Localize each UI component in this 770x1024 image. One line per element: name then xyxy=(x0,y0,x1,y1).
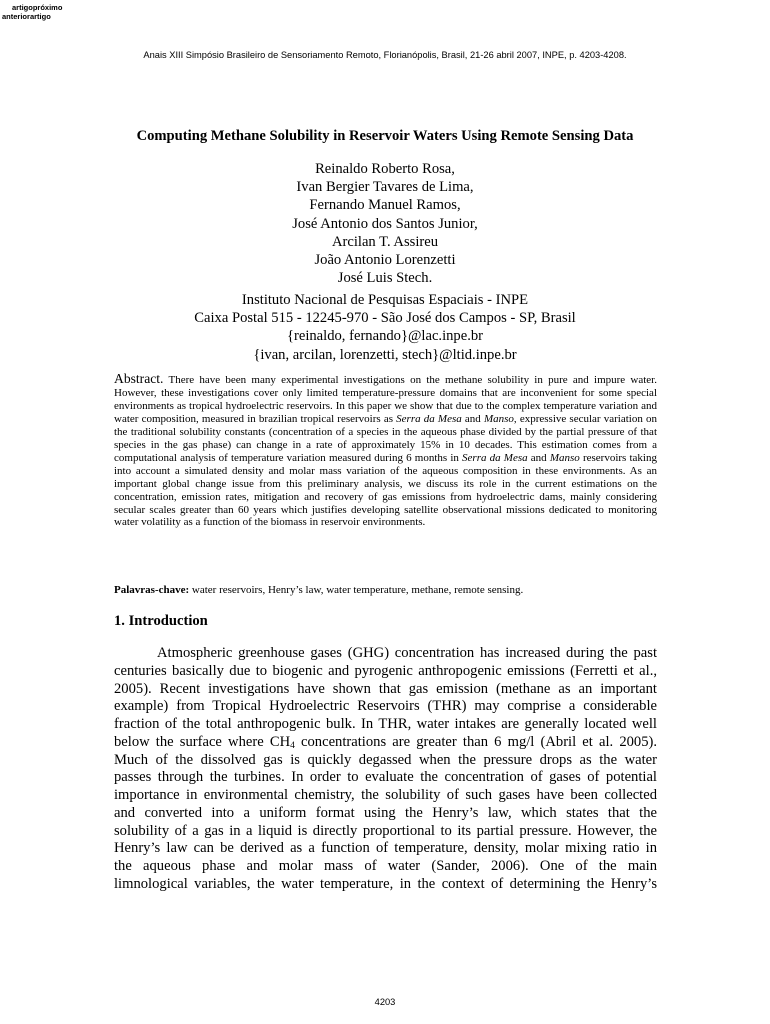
keywords-text: water reservoirs, Henry’s law, water temperature, methane, remote sensing. xyxy=(189,584,524,596)
institution: Instituto Nacional de Pesquisas Espaciais - INPE xyxy=(241,292,529,308)
keywords xyxy=(114,583,657,597)
page-number: 4203 xyxy=(374,997,396,1007)
navigation-links xyxy=(2,3,62,21)
body-line: limnological variables, the water temperature, in the context of determining the Henry’s xyxy=(114,875,657,892)
nav-row-bottom xyxy=(2,12,62,21)
body-line: importance in environmental chemistry, the solubility of such gases have been collected xyxy=(114,787,657,803)
abstract xyxy=(114,373,657,529)
email: {reinaldo, fernando}@lac.inpe.br xyxy=(286,328,483,345)
body-line: passes through the turbines. In order to evaluate the concentration of gases of potential xyxy=(114,769,657,786)
section-heading: 1. Introduction xyxy=(114,613,208,629)
body-line-ch4 xyxy=(114,734,657,752)
abstract-text: , expressive secular variation on the traditional solubility constants (concentration of a species in the aqueous phase divided by the partial pressure of that species in the gas phase) can change in a rate of approximately 15% in 10 decades. This estimation comes from a computational analysis of temperature variation measured during 6 months in xyxy=(114,412,657,464)
body-text: below the surface where CH xyxy=(114,733,291,750)
next-article-link-bottom[interactable]: próximo xyxy=(32,3,63,12)
abstract-emphasis: Serra da Mesa xyxy=(462,451,528,464)
running-header: Anais XIII Simpósio Brasileiro de Sensoriamento Remoto, Florianópolis, Brasil, 21-26 abril 2007, INPE, p. 4203-4208. xyxy=(143,50,627,60)
abstract-text: There have been many experimental investigations on the methane solubility in pure and impure water. However, these investigations cover only limited temperature-pressure domains that are inconvenient for some special environments as tropical hydroelectric reservoirs. In this paper we show that due to the complex temperature variation and water composition, measured in brazilian tropical reservoirs as xyxy=(114,374,657,425)
author: Arcilan T. Assireu xyxy=(331,233,439,250)
body-line: Much of the dissolved gas is quickly degassed when the pressure drops as the water xyxy=(114,751,657,768)
abstract-text: and xyxy=(461,412,484,425)
body-line: example) from Tropical Hydroelectric Reservoirs (THR) may comprise a considerable xyxy=(114,698,657,715)
body-line: centuries basically due to biogenic and pyrogenic anthropogenic emissions (Ferretti et al., xyxy=(114,662,657,679)
address: Caixa Postal 515 - 12245-970 - São José dos Campos - SP, Brasil xyxy=(194,310,576,327)
author: José Luis Stech. xyxy=(337,270,433,287)
author: Ivan Bergier Tavares de Lima, xyxy=(296,179,474,196)
previous-article-link-bottom[interactable]: artigo xyxy=(29,12,51,21)
body-line: Atmospheric greenhouse gases (GHG) concentration has increased during the past xyxy=(157,645,657,661)
author: Fernando Manuel Ramos, xyxy=(309,197,461,214)
abstract-label: Abstract. xyxy=(114,371,164,386)
body-line: 2005). Recent investigations have shown that gas emission (methane as an important xyxy=(114,680,657,697)
body-line: Henry’s law can be derived as a function of temperature, density, molar mixing ratio in xyxy=(114,840,657,857)
keywords-label: Palavras-chave: xyxy=(114,584,190,596)
paper-title: Computing Methane Solubility in Reservoir Waters Using Remote Sensing Data xyxy=(136,128,634,144)
author: Reinaldo Roberto Rosa, xyxy=(315,161,455,177)
body-line: and converted into a uniform format using the Henry’s law, which states that the xyxy=(114,804,657,821)
author: João Antonio Lorenzetti xyxy=(314,252,456,269)
body-line: the aqueous phase and molar mass of water (Sander, 2006). One of the main xyxy=(114,858,657,874)
abstract-emphasis: Manso xyxy=(483,412,514,425)
email: {ivan, arcilan, lorenzetti, stech}@ltid.inpe.br xyxy=(253,346,517,363)
body-text: concentrations are greater than 6 mg/l (Abril et al. 2005). xyxy=(294,733,658,750)
previous-article-link-top[interactable]: anterior xyxy=(2,12,30,21)
affiliation-block xyxy=(0,291,770,364)
abstract-emphasis: Manso xyxy=(549,451,580,464)
body-line: solubility of a gas in a liquid is directly proportional to its partial pressure. However, the xyxy=(114,822,657,839)
subscript: 4 xyxy=(290,740,295,751)
body-line: fraction of the total anthropogenic bulk. In THR, water intakes are generally located well xyxy=(114,716,657,732)
next-article-link-top[interactable]: artigo xyxy=(12,3,33,12)
abstract-text: reservoirs taking into account a simulated density and molar mass variation of the aqueous composition in these environments. As an important global change issue from this preliminary analysis, we discuss its role in the current estimations on the concentration, emission rates, mitigation and recovery of gas emissions from hydroelectric dams, mainly considering secular scales greater than 60 years which justifies developing satellite observational missions dedicated to monitoring water volatility as a function of the biomass in reservoir environments. xyxy=(114,451,657,529)
author: José Antonio dos Santos Junior, xyxy=(292,215,478,232)
author-list xyxy=(0,160,770,287)
introduction-body xyxy=(114,645,657,894)
nav-row-top xyxy=(2,3,62,12)
abstract-text: and xyxy=(527,451,550,464)
abstract-emphasis: Serra da Mesa xyxy=(396,412,462,425)
